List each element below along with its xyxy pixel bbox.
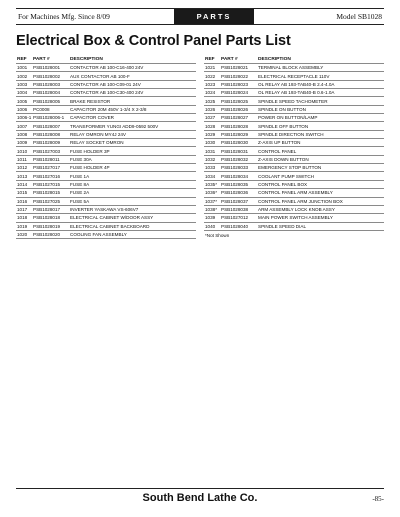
table-row: [16, 96, 196, 104]
table-row: [204, 105, 384, 113]
column-header-part: PART #: [221, 56, 238, 62]
table-row: [16, 213, 196, 221]
table-row: [204, 171, 384, 179]
part-number: PSB1028002: [33, 73, 61, 79]
part-description: FUSE HOLDER 3P: [70, 148, 110, 154]
table-row: [16, 222, 196, 230]
part-number: PSB1028011: [33, 156, 60, 162]
table-row: [16, 105, 196, 113]
part-description: ELECTRICAL CABINET W/DOOR ASSY: [70, 215, 154, 221]
table-row: [16, 113, 196, 121]
column-header-ref: REF: [205, 56, 215, 62]
part-ref: 1035*: [205, 181, 218, 187]
part-description: CONTROL PANEL ARM ASSEMBLY: [258, 190, 333, 196]
table-row: [204, 63, 384, 71]
part-description: OL RELAY AB 193-TAB40-B 2.4-4.0A: [258, 81, 335, 87]
table-row: [204, 163, 384, 171]
part-ref: 1008: [17, 131, 28, 137]
part-ref: 1005: [17, 98, 28, 104]
part-ref: 1028: [205, 123, 216, 129]
part-ref: 1022: [205, 73, 216, 79]
parts-table-left: [16, 55, 196, 239]
part-number: PSB1028025: [221, 98, 249, 104]
footnote-not-shown: *Not Shown: [205, 232, 230, 238]
part-ref: 1014: [17, 181, 28, 187]
part-ref: 1027: [205, 115, 216, 121]
table-row: [16, 230, 196, 239]
table-row: [204, 113, 384, 121]
part-description: ARM ASSEMBLY LOCK KNOB ASSY: [258, 207, 335, 213]
part-number: PSB1028007: [33, 123, 61, 129]
table-row: [16, 205, 196, 213]
part-number: PC0008: [33, 106, 50, 112]
part-description: COOLING FAN ASSEMBLY: [70, 232, 127, 238]
part-description: CONTROL PANEL ARM JUNCTION BOX: [258, 198, 343, 204]
part-description: SPINDLE SPEED TACHOMETER: [258, 98, 328, 104]
part-ref: 1006-1: [17, 115, 32, 121]
part-description: COOLANT PUMP SWITCH: [258, 173, 314, 179]
footer-divider: [16, 488, 384, 489]
part-number: PSB1027015: [33, 181, 61, 187]
part-description: TERMINAL BLOCK ASSEMBLY: [258, 65, 324, 71]
part-description: SPINDLE OFF BUTTON: [258, 123, 309, 129]
part-number: PSB1028022: [221, 73, 249, 79]
table-row: [16, 71, 196, 79]
part-number: PSB1027012: [221, 215, 249, 221]
table-row: [204, 121, 384, 129]
part-number: PSB1028036: [221, 190, 249, 196]
table-row: [204, 88, 384, 96]
part-number: PSB1028021: [221, 65, 249, 71]
part-ref: 1010: [17, 148, 28, 154]
part-ref: 1038*: [205, 207, 218, 213]
part-ref: 1011: [17, 156, 27, 162]
table-row: [204, 188, 384, 196]
part-description: CONTACTOR AB 100-C30-400 24V: [70, 90, 144, 96]
page-title: Electrical Box & Control Panel Parts List: [16, 33, 291, 49]
part-description: RELAY OMRON MY4J 24V: [70, 131, 126, 137]
table-header: [16, 55, 196, 63]
part-number: PSB1027016: [33, 173, 61, 179]
page-header: [16, 8, 384, 25]
table-row: [204, 146, 384, 154]
part-number: PSB1028009: [33, 140, 61, 146]
part-description: Z-AXIS DOWN BUTTON: [258, 156, 309, 162]
part-ref: 1034: [205, 173, 216, 179]
table-row: [16, 155, 196, 163]
part-description: ELECTRICAL RECEPTACLE 110V: [258, 73, 330, 79]
part-description: BRAKE RESISTOR: [70, 98, 111, 104]
part-number: PSB1028031: [221, 148, 249, 154]
table-header: [204, 55, 384, 63]
part-description: FUSE 30A: [70, 156, 92, 162]
part-ref: 1015: [17, 190, 28, 196]
table-row: [204, 96, 384, 104]
part-number: PSB1027017: [33, 165, 61, 171]
part-number: PSB1027025: [33, 198, 61, 204]
part-number: PSB1028033: [221, 165, 249, 171]
part-number: PSB1028005: [33, 98, 61, 104]
part-ref: 1040: [205, 223, 216, 229]
table-row: [16, 171, 196, 179]
header-section-label: PARTS: [174, 9, 254, 24]
part-description: CONTACTOR AB 100-C09-01 24V: [70, 81, 141, 87]
part-number: PSB1028004: [33, 90, 61, 96]
table-row: [204, 205, 384, 213]
part-ref: 1004: [17, 90, 28, 96]
part-description: FUSE 5A: [70, 198, 90, 204]
part-description: TRANSFORMER YUNGI ADD9-0592 500V: [70, 123, 159, 129]
table-row: [204, 155, 384, 163]
part-number: PSB1028023: [221, 81, 249, 87]
part-number: PSB1028028: [221, 123, 249, 129]
part-number: PSB1028018: [33, 215, 61, 221]
part-ref: 1030: [205, 140, 216, 146]
table-row: [16, 146, 196, 154]
part-number: PSB1028040: [221, 223, 249, 229]
part-ref: 1018: [17, 215, 28, 221]
part-ref: 1003: [17, 81, 28, 87]
table-row: [204, 138, 384, 146]
part-number: PSB1028027: [221, 115, 249, 121]
part-number: PSB1028030: [221, 140, 249, 146]
table-row: [16, 63, 196, 71]
part-number: PSB1028020: [33, 232, 61, 238]
part-number: PSB1028015: [33, 190, 61, 196]
part-ref: 1006: [17, 106, 28, 112]
part-number: PSB1028035: [221, 181, 249, 187]
part-ref: 1017: [17, 207, 28, 213]
part-number: PSB1028034: [221, 173, 249, 179]
part-number: PSB1028029: [221, 131, 249, 137]
part-ref: 1021: [205, 65, 216, 71]
table-row: [16, 121, 196, 129]
part-description: RELAY SOCKET OMRON: [70, 140, 124, 146]
table-row: [204, 180, 384, 188]
column-header-ref: REF: [17, 56, 27, 62]
part-description: INVERTER YASKAWA VS-606V7: [70, 207, 139, 213]
part-number: PSB1028019: [33, 223, 61, 229]
part-number: PSB1028032: [221, 156, 249, 162]
column-header-part: PART #: [33, 56, 50, 62]
part-ref: 1026: [205, 106, 216, 112]
part-ref: 1009: [17, 140, 28, 146]
part-description: CONTROL PANEL: [258, 148, 297, 154]
part-description: CONTACTOR AB 100-C16-400 24V: [70, 65, 144, 71]
part-description: POWER ON BUTTON/LAMP: [258, 115, 318, 121]
part-ref: 1024: [205, 90, 216, 96]
part-description: CONTROL PANEL BOX: [258, 181, 308, 187]
header-model-number: Model SB1028: [336, 12, 382, 21]
part-ref: 1023: [205, 81, 216, 87]
table-row: [204, 71, 384, 79]
part-description: FUSE 1A: [70, 173, 90, 179]
part-number: PSB1028008: [33, 131, 61, 137]
table-row: [16, 130, 196, 138]
part-ref: 1002: [17, 73, 28, 79]
table-row: [16, 138, 196, 146]
table-row: [16, 180, 196, 188]
table-row: [16, 163, 196, 171]
part-ref: 1036*: [205, 190, 218, 196]
part-ref: 1001: [17, 65, 28, 71]
table-row: [204, 130, 384, 138]
table-row: [204, 213, 384, 221]
part-description: SPINDLE ON BUTTON: [258, 106, 306, 112]
header-machines-note: For Machines Mfg. Since 8/09: [18, 12, 110, 21]
part-number: PSB1028037: [221, 198, 249, 204]
part-description: MAIN POWER SWITCH ASSEMBLY: [258, 215, 333, 221]
part-ref: 1025: [205, 98, 216, 104]
part-description: CAPACITOR 20M 450V 1-3/4 X 2-3/8: [70, 106, 147, 112]
part-number: PSB1028026: [221, 106, 249, 112]
part-ref: 1039: [205, 215, 216, 221]
part-description: CAPACITOR COVER: [70, 115, 114, 121]
part-number: PSB1028001: [33, 65, 61, 71]
part-description: SPINDLE SPEED DIAL: [258, 223, 306, 229]
part-description: FUSE 8A: [70, 181, 90, 187]
table-row: [16, 188, 196, 196]
part-description: FUSE HOLDER 4P: [70, 165, 110, 171]
brand-logo-text: South Bend Lathe Co.: [142, 492, 258, 504]
part-description: FUSE 2A: [70, 190, 90, 196]
part-ref: 1007: [17, 123, 28, 129]
part-ref: 1020: [17, 232, 28, 238]
part-description: AUX CONTACTOR AB 100-F: [70, 73, 130, 79]
part-number: PSB1028006-1: [33, 115, 65, 121]
part-description: SPINDLE DIRECTION SWITCH: [258, 131, 324, 137]
parts-table-right: [204, 55, 384, 238]
table-row: [204, 222, 384, 231]
part-description: OL RELAY AB 193-TAB40-B 0.6-1.0A: [258, 90, 335, 96]
part-number: PSB1028024: [221, 90, 249, 96]
part-description: ELECTRICAL CABINET BACKBOARD: [70, 223, 150, 229]
part-number: PSB1027003: [33, 148, 61, 154]
page-number: -85-: [372, 495, 384, 503]
part-ref: 1031: [205, 148, 216, 154]
part-ref: 1012: [17, 165, 28, 171]
part-description: Z-AXIS UP BUTTON: [258, 140, 301, 146]
part-ref: 1033: [205, 165, 216, 171]
part-ref: 1037*: [205, 198, 218, 204]
part-description: EMERGENCY STOP BUTTON: [258, 165, 322, 171]
table-row: [204, 80, 384, 88]
part-number: PSB1028038: [221, 207, 249, 213]
part-ref: 1029: [205, 131, 216, 137]
column-header-description: DESCRIPTION: [70, 56, 103, 62]
column-header-description: DESCRIPTION: [258, 56, 291, 62]
table-row: [16, 88, 196, 96]
part-ref: 1013: [17, 173, 28, 179]
part-number: PSB1028017: [33, 207, 61, 213]
table-row: [16, 197, 196, 205]
part-number: PSB1028003: [33, 81, 61, 87]
part-ref: 1019: [17, 223, 28, 229]
table-row: [204, 197, 384, 205]
table-row: [16, 80, 196, 88]
part-ref: 1032: [205, 156, 216, 162]
part-ref: 1016: [17, 198, 28, 204]
